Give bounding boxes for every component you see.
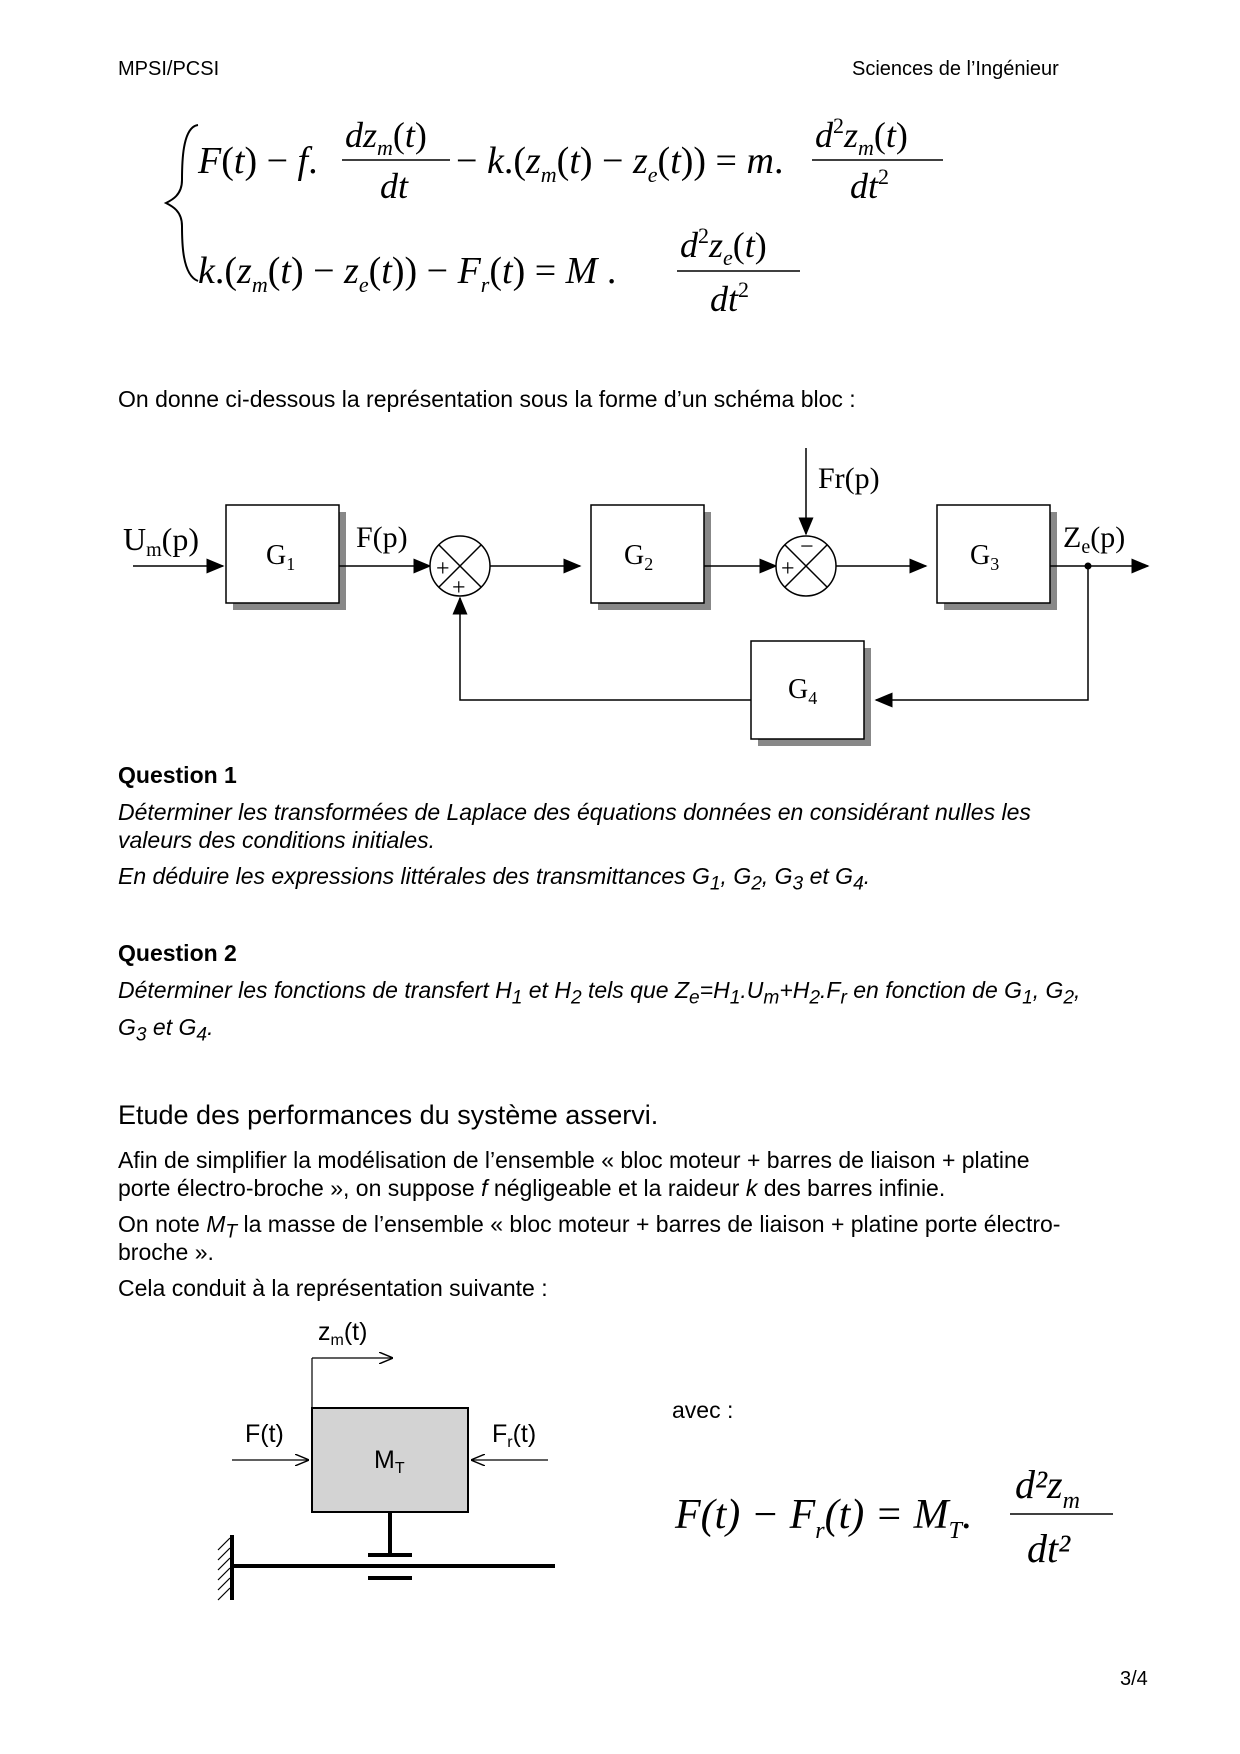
f-label: F(p) — [356, 521, 408, 554]
avec-label: avec : — [672, 1397, 734, 1423]
question1-title: Question 1 — [118, 762, 237, 788]
summer2-plus-left: + — [781, 556, 795, 582]
summer2-minus-top: − — [800, 534, 814, 560]
eq1-frac1-den: dt — [380, 166, 409, 206]
intro-text: On donne ci-dessous la représentation sous la forme d’un schéma bloc : — [118, 386, 856, 412]
question1-line3: En déduire les expressions littérales des transmittances $G_1$, $G_2$, $G_3$ et $G_4$. — [118, 863, 871, 895]
eq1-frac2-den: $dt^2$ — [850, 164, 890, 206]
summer1-plus-left: + — [436, 556, 450, 582]
block-diagram — [118, 440, 1158, 750]
summer1-plus-bottom: + — [452, 575, 466, 601]
final-equation — [665, 1440, 1125, 1600]
ground-hatching — [218, 1538, 230, 1600]
g1-label: $G_1$ — [266, 540, 296, 574]
left-brace — [166, 125, 198, 281]
output-label: $Z_e(p)$ — [1063, 521, 1126, 558]
page-number: 3/4 — [1120, 1668, 1148, 1690]
question1-line1: Déterminer les transformées de Laplace des équations données en considérant nulles les — [118, 799, 1031, 825]
equation-system — [160, 105, 960, 335]
final-eq-num: $d^2z_m$ — [1015, 1462, 1080, 1514]
para1-line2: porte électro-broche », on suppose f négligeable et la raideur k des barres infinie. — [118, 1175, 946, 1201]
para2-line2: broche ». — [118, 1239, 214, 1265]
question2-text: Déterminer les fonctions de transfert $H_1$ et $H_2$ tels que $Z_e=H_1.U_m+H_2.F_r$ en fonction de $G_1$, $G_2$, $G_3$ et $G_4$. — [118, 977, 1081, 1046]
g2-label: $G_2$ — [624, 540, 654, 574]
question2-title: Question 2 — [118, 940, 237, 966]
g4-label: $G_4$ — [788, 674, 818, 708]
para2-line1: On note $M_T$ la masse de l’ensemble « bloc moteur + barres de liaison + platine porte électro- — [118, 1211, 1061, 1243]
header-left: MPSI/PCSI — [118, 58, 220, 80]
para1-line1: Afin de simplifier la modélisation de l’ensemble « bloc moteur + barres de liaison + platine — [118, 1147, 1030, 1173]
ft-label: F(t) — [245, 1420, 284, 1448]
input-label: Um(p) — [123, 521, 199, 561]
summer-2 — [776, 534, 836, 596]
summer-1 — [430, 536, 490, 601]
para3: Cela conduit à la représentation suivante : — [118, 1275, 548, 1301]
final-eq-den: dt² — [1027, 1526, 1071, 1571]
mass-label: $M_T$ — [374, 1446, 405, 1477]
eq2-lhs: $k.(z_m(t) - z_e(t)) - F_r(t) = M$ . — [198, 250, 617, 297]
eq1-frac2-num: $d^2z_m(t)$ — [815, 113, 908, 160]
section-title: Etude des performances du système asservi. — [118, 1100, 659, 1130]
final-eq-lhs: $F(t) - F_r(t) = M_T$. — [675, 1492, 973, 1544]
eq1-lhs: F(t) − f. — [198, 140, 318, 182]
question1-line2: valeurs des conditions initiales. — [118, 827, 436, 853]
zm-label: $z_m(t)$ — [318, 1318, 368, 1349]
eq1-frac1-num: $dz_m(t)$ — [345, 115, 427, 160]
eq2-frac-den: $dt^2$ — [710, 277, 750, 319]
eq1-mid: − $k.(z_m(t) - z_e(t)) = m$. — [456, 140, 784, 187]
mass-diagram — [200, 1310, 580, 1610]
fr-label-mass: $F_r(t)$ — [492, 1420, 537, 1451]
eq2-frac-num: $d^2z_e(t)$ — [680, 223, 767, 270]
header-right: Sciences de l’Ingénieur — [852, 58, 1059, 80]
g3-label: $G_3$ — [970, 540, 1000, 574]
fr-label: Fr(p) — [818, 462, 880, 495]
